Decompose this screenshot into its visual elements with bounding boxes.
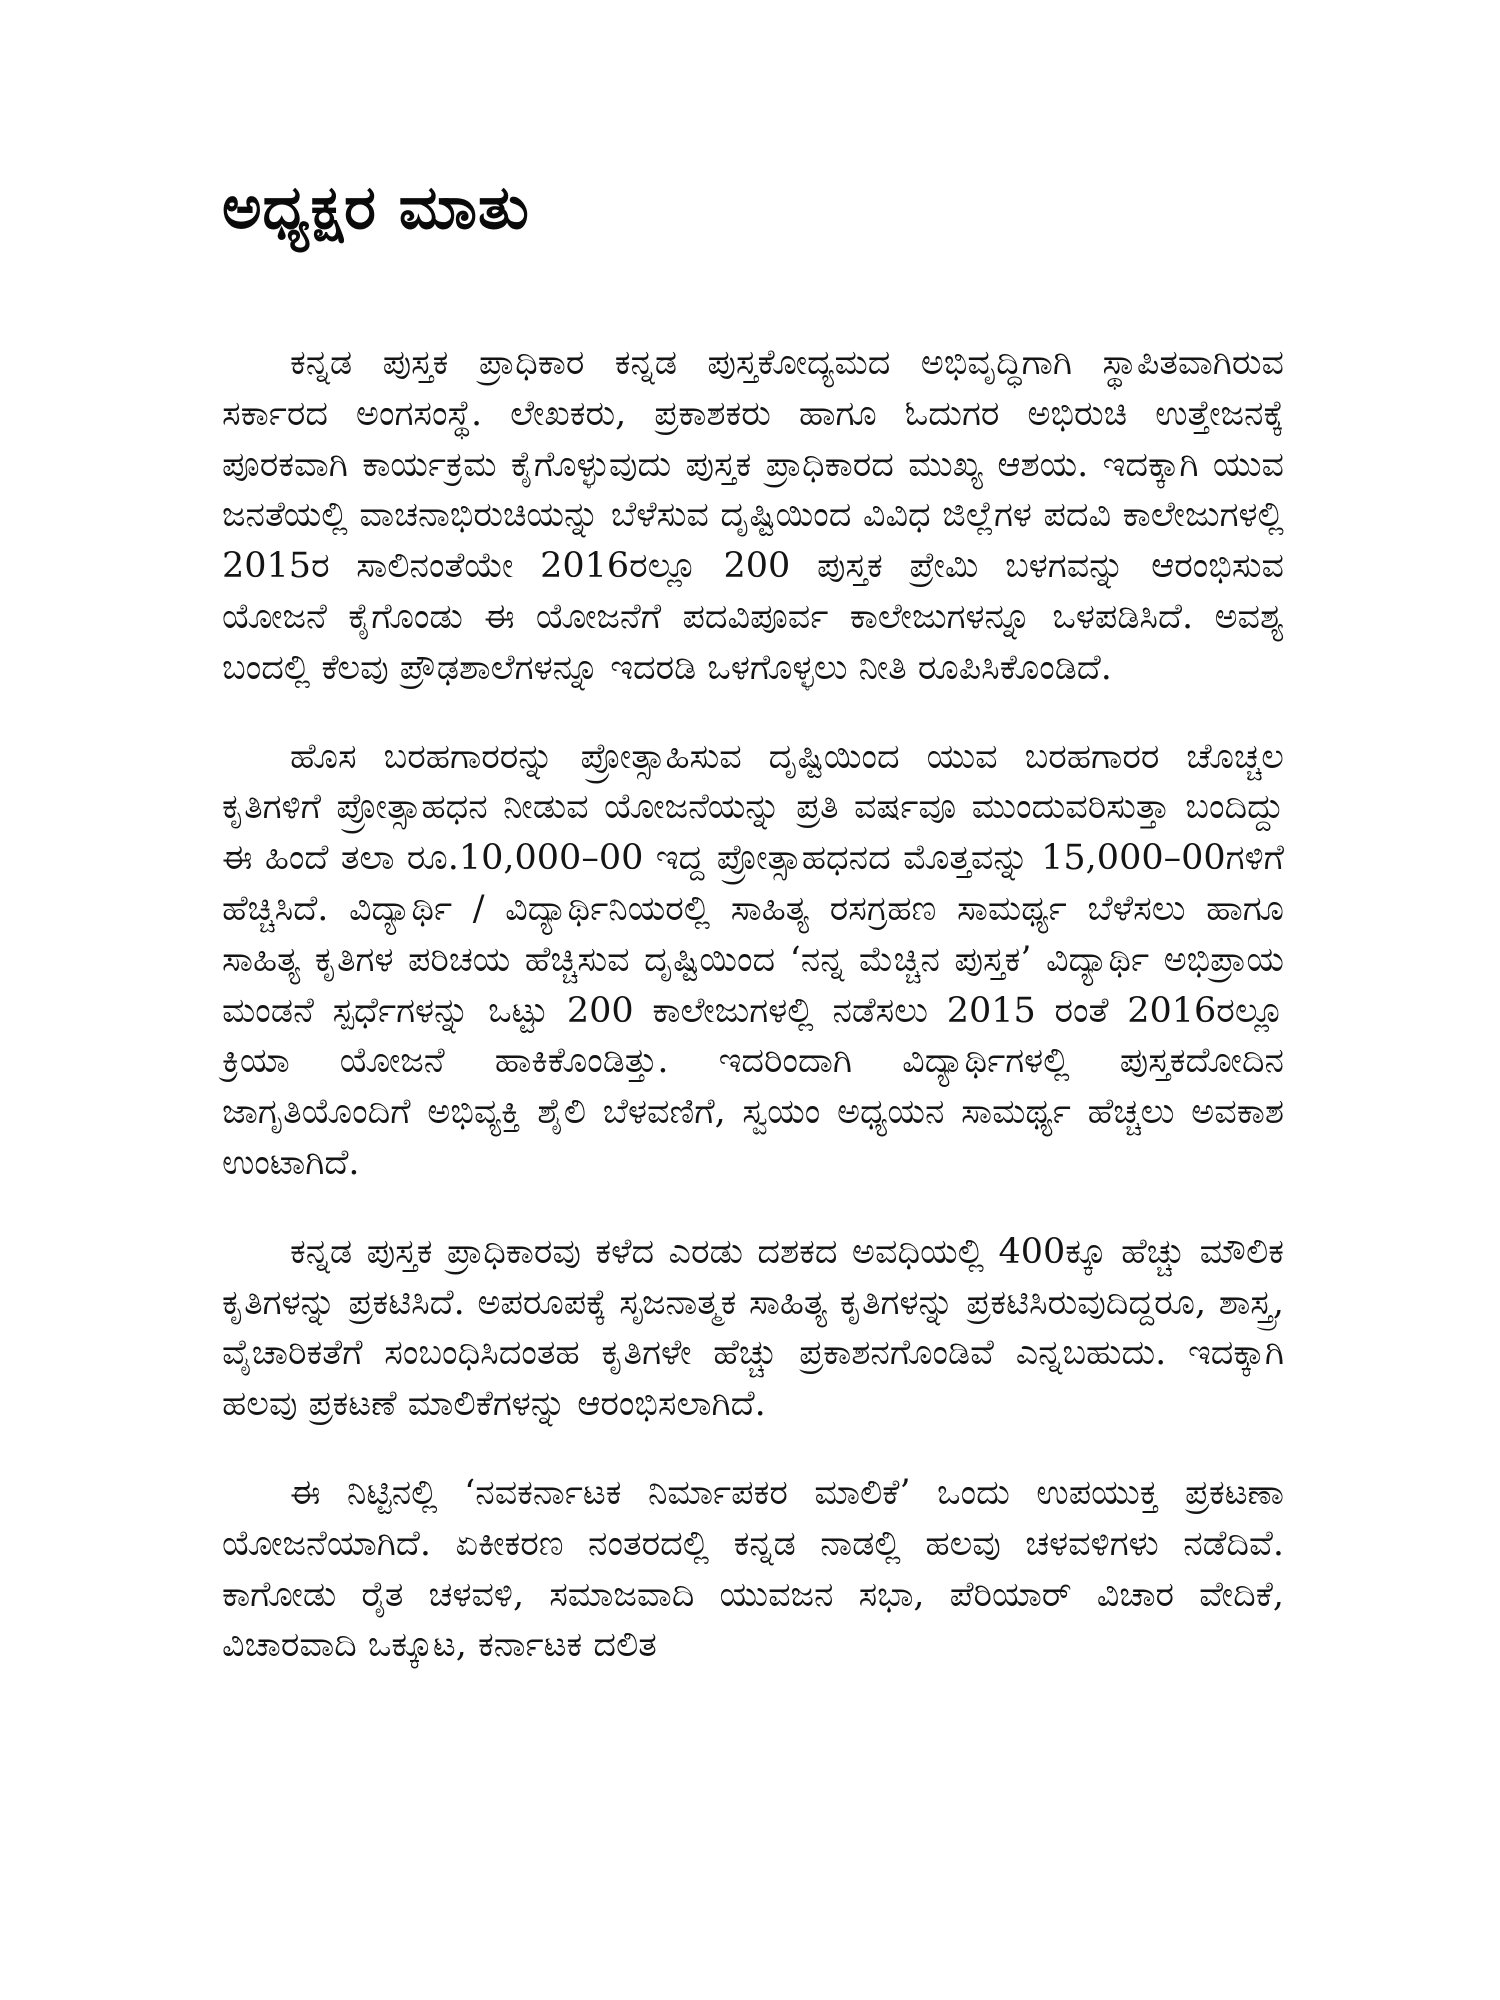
paragraph-3: ಕನ್ನಡ ಪುಸ್ತಕ ಪ್ರಾಧಿಕಾರವು ಕಳೆದ ಎರಡು ದಶಕದ ಅವಧಿಯಲ್ಲಿ 400ಕ್ಕೂ ಹೆಚ್ಚು ಮೌಲಿಕ ಕೃತಿಗಳನ್ನು ಪ್ರಕಟಿಸಿದೆ. ಅಪರೂಪಕ್ಕೆ ಸೃಜನಾತ್ಮಕ ಸಾಹಿತ್ಯ ಕೃತಿಗಳನ್ನು ಪ್ರಕಟಿಸಿರುವುದಿದ್ದರೂ, ಶಾಸ್ತ್ರ, ವೈಚಾರಿಕತೆಗೆ ಸಂಬಂಧಿಸಿದಂತಹ ಕೃತಿಗಳೇ ಹೆಚ್ಚು ಪ್ರಕಾಶನಗೊಂಡಿವೆ ಎನ್ನಬಹುದು. ಇದಕ್ಕಾಗಿ ಹಲವು ಪ್ರಕಟಣೆ ಮಾಲಿಕೆಗಳನ್ನು ಆರಂಭಿಸಲಾಗಿದೆ. [222, 1231, 1284, 1425]
paragraph-4: ಈ ನಿಟ್ಟಿನಲ್ಲಿ ‘ನವಕರ್ನಾಟಕ ನಿರ್ಮಾಪಕರ ಮಾಲಿಕೆ’ ಒಂದು ಉಪಯುಕ್ತ ಪ್ರಕಟಣಾ ಯೋಜನೆಯಾಗಿದೆ. ಏಕೀಕರಣ ನಂತರದಲ್ಲಿ ಕನ್ನಡ ನಾಡಲ್ಲಿ ಹಲವು ಚಳವಳಿಗಳು ನಡೆದಿವೆ. ಕಾಗೋಡು ರೈತ ಚಳವಳಿ, ಸಮಾಜವಾದಿ ಯುವಜನ ಸಭಾ, ಪೆರಿಯಾರ್ ವಿಚಾರ ವೇದಿಕೆ, ವಿಚಾರವಾದಿ ಒಕ್ಕೂಟ, ಕರ್ನಾಟಕ ದಲಿತ [222, 1472, 1284, 1666]
paragraph-2: ಹೊಸ ಬರಹಗಾರರನ್ನು ಪ್ರೋತ್ಸಾಹಿಸುವ ದೃಷ್ಟಿಯಿಂದ ಯುವ ಬರಹಗಾರರ ಚೊಚ್ಚಲ ಕೃತಿಗಳಿಗೆ ಪ್ರೋತ್ಸಾಹಧನ ನೀಡುವ ಯೋಜನೆಯನ್ನು ಪ್ರತಿ ವರ್ಷವೂ ಮುಂದುವರಿಸುತ್ತಾ ಬಂದಿದ್ದು ಈ ಹಿಂದೆ ತಲಾ ರೂ.10,000–00 ಇದ್ದ ಪ್ರೋತ್ಸಾಹಧನದ ಮೊತ್ತವನ್ನು 15,000–00ಗಳಿಗೆ ಹೆಚ್ಚಿಸಿದೆ. ವಿದ್ಯಾರ್ಥಿ / ವಿದ್ಯಾರ್ಥಿನಿಯರಲ್ಲಿ ಸಾಹಿತ್ಯ ರಸಗ್ರಹಣ ಸಾಮರ್ಥ್ಯ ಬೆಳೆಸಲು ಹಾಗೂ ಸಾಹಿತ್ಯ ಕೃತಿಗಳ ಪರಿಚಯ ಹೆಚ್ಚಿಸುವ ದೃಷ್ಟಿಯಿಂದ ‘ನನ್ನ ಮೆಚ್ಚಿನ ಪುಸ್ತಕ’ ವಿದ್ಯಾರ್ಥಿ ಅಭಿಪ್ರಾಯ ಮಂಡನೆ ಸ್ಪರ್ಧೆಗಳನ್ನು ಒಟ್ಟು 200 ಕಾಲೇಜುಗಳಲ್ಲಿ ನಡೆಸಲು 2015 ರಂತೆ 2016ರಲ್ಲೂ ಕ್ರಿಯಾ ಯೋಜನೆ ಹಾಕಿಕೊಂಡಿತ್ತು. ಇದರಿಂದಾಗಿ ವಿದ್ಯಾರ್ಥಿಗಳಲ್ಲಿ ಪುಸ್ತಕದೋದಿನ ಜಾಗೃತಿಯೊಂದಿಗೆ ಅಭಿವ್ಯಕ್ತಿ ಶೈಲಿ ಬೆಳವಣಿಗೆ, ಸ್ವಯಂ ಅಧ್ಯಯನ ಸಾಮರ್ಥ್ಯ ಹೆಚ್ಚಲು ಅವಕಾಶ ಉಂಟಾಗಿದೆ. [222, 736, 1284, 1183]
page-title: ಅಧ್ಯಕ್ಷರ ಮಾತು [222, 173, 530, 243]
paragraph-1: ಕನ್ನಡ ಪುಸ್ತಕ ಪ್ರಾಧಿಕಾರ ಕನ್ನಡ ಪುಸ್ತಕೋದ್ಯಮದ ಅಭಿವೃದ್ಧಿಗಾಗಿ ಸ್ಥಾಪಿತವಾಗಿರುವ ಸರ್ಕಾರದ ಅಂಗಸಂಸ್ಥೆ. ಲೇಖಕರು, ಪ್ರಕಾಶಕರು ಹಾಗೂ ಓದುಗರ ಅಭಿರುಚಿ ಉತ್ತೇಜನಕ್ಕೆ ಪೂರಕವಾಗಿ ಕಾರ್ಯಕ್ರಮ ಕೈಗೊಳ್ಳುವುದು ಪುಸ್ತಕ ಪ್ರಾಧಿಕಾರದ ಮುಖ್ಯ ಆಶಯ. ಇದಕ್ಕಾಗಿ ಯುವ ಜನತೆಯಲ್ಲಿ ವಾಚನಾಭಿರುಚಿಯನ್ನು ಬೆಳೆಸುವ ದೃಷ್ಟಿಯಿಂದ ವಿವಿಧ ಜಿಲ್ಲೆಗಳ ಪದವಿ ಕಾಲೇಜುಗಳಲ್ಲಿ 2015ರ ಸಾಲಿನಂತೆಯೇ 2016ರಲ್ಲೂ 200 ಪುಸ್ತಕ ಪ್ರೇಮಿ ಬಳಗವನ್ನು ಆರಂಭಿಸುವ ಯೋಜನೆ ಕೈಗೊಂಡು ಈ ಯೋಜನೆಗೆ ಪದವಿಪೂರ್ವ ಕಾಲೇಜುಗಳನ್ನೂ ಒಳಪಡಿಸಿದೆ. ಅವಶ್ಯ ಬಂದಲ್ಲಿ ಕೆಲವು ಪ್ರೌಢಶಾಲೆಗಳನ್ನೂ ಇದರಡಿ ಒಳಗೊಳ್ಳಲು ನೀತಿ ರೂಪಿಸಿಕೊಂಡಿದೆ. [222, 343, 1284, 688]
body-text [222, 338, 1284, 1671]
